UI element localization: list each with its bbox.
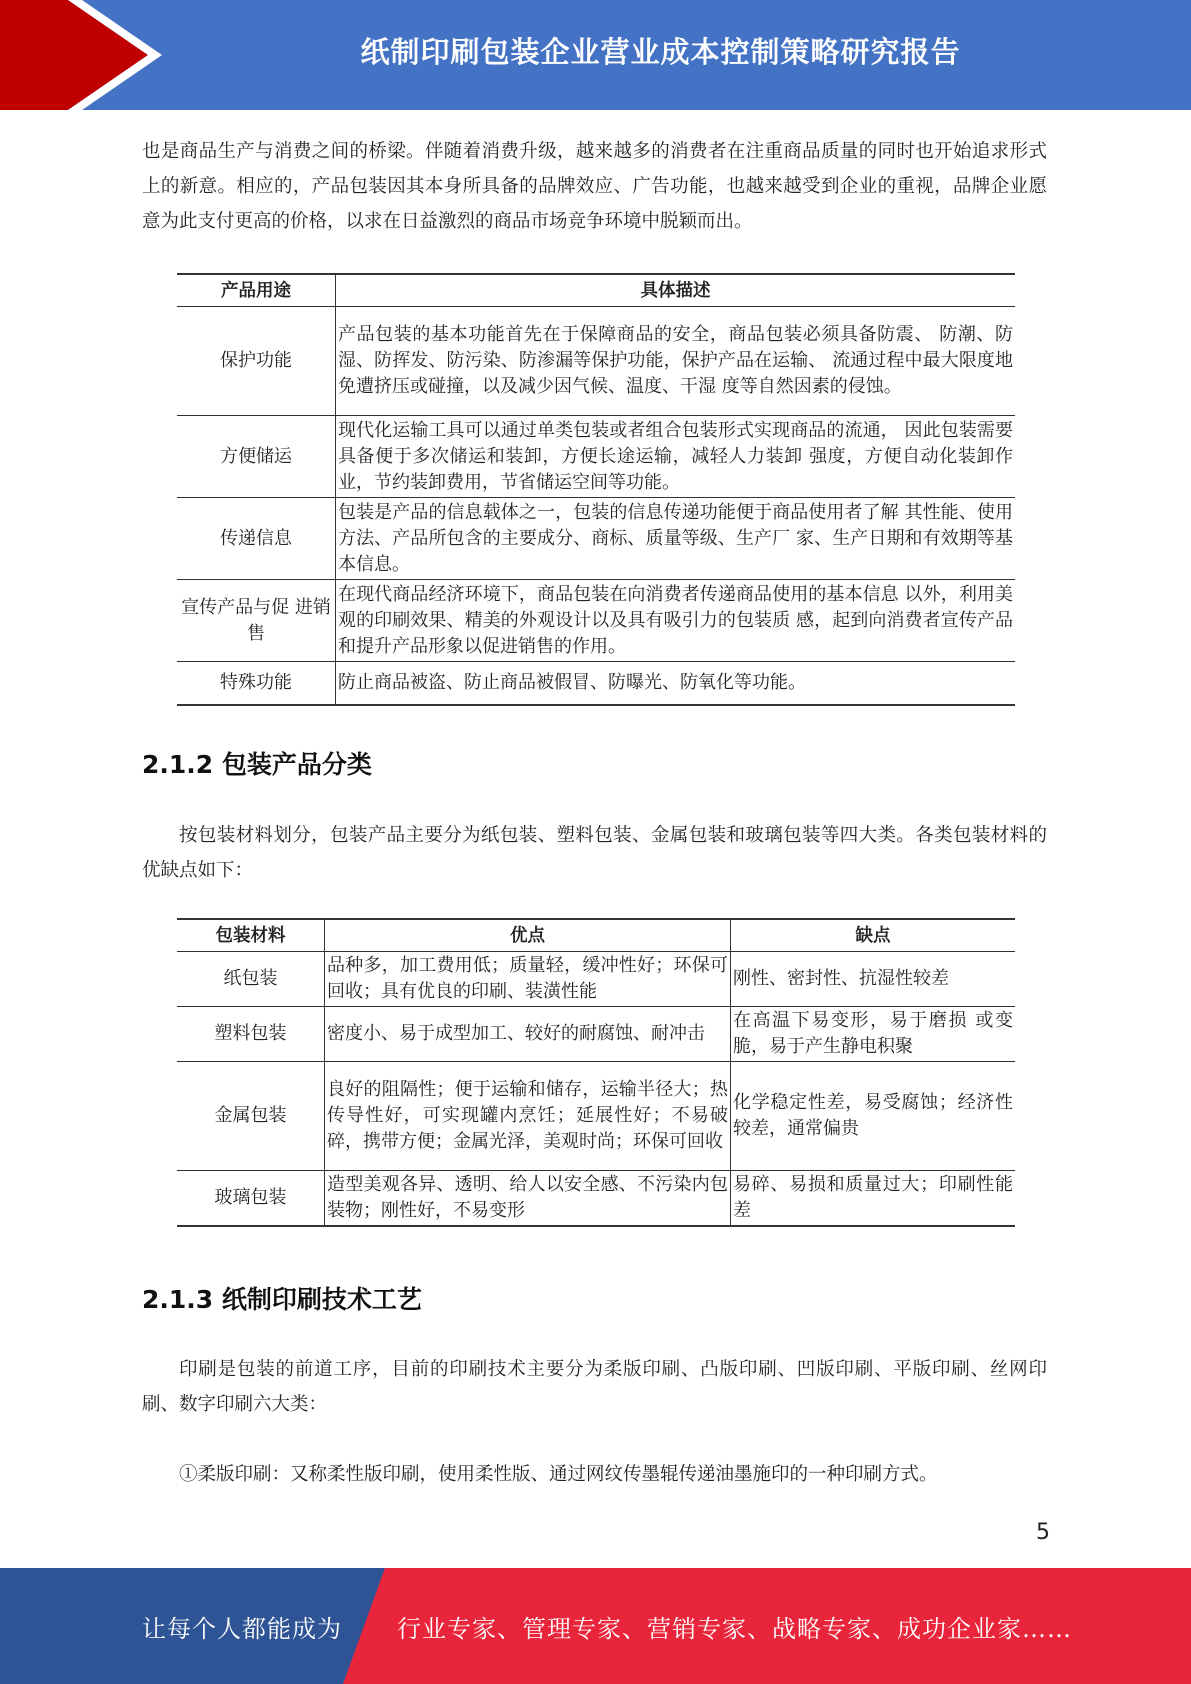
table-row — [177, 416, 1015, 498]
table-row — [177, 498, 1015, 580]
page-footer — [0, 1568, 1191, 1684]
material-cell: 塑料包装 — [177, 1007, 325, 1062]
page-header — [0, 0, 1191, 110]
report-title: 纸制印刷包装企业营业成本控制策略研究报告 — [360, 34, 961, 69]
material-cell: 玻璃包装 — [177, 1171, 325, 1227]
table-row — [177, 580, 1015, 662]
usage-cell: 保护功能 — [177, 307, 336, 416]
description-cell: 包装是产品的信息载体之一，包装的信息传递功能便于商品使用者了解 其性能、使用方法、产品所包含的主要成分、商标、质量等级、生产厂 家、生产日期和有效期等基本信息。 — [336, 498, 1016, 580]
usage-cell: 特殊功能 — [177, 662, 336, 706]
description-cell: 产品包装的基本功能首先在于保障商品的安全，商品包装必须具备防震、 防潮、防湿、防挥发、防污染、防渗漏等保护功能，保护产品在运输、 流通过程中最大限度地免遭挤压或碰撞，以及减少因气候、温度、干湿 度等自然因素的侵蚀。 — [336, 307, 1016, 416]
pros-cell: 良好的阻隔性；便于运输和储存，运输半径大；热传导性好，可实现罐内烹饪；延展性好；不易破碎，携带方便；金属光泽，美观时尚；环保可回收 — [325, 1062, 731, 1171]
description-cell: 在现代商品经济环境下，商品包装在向消费者传递商品使用的基本信息 以外，利用美观的印刷效果、精美的外观设计以及具有吸引力的包装质 感，起到向消费者宣传产品和提升产品形象以促进销售的作用。 — [336, 580, 1016, 662]
table-row — [177, 662, 1015, 706]
footer-slogan-left: 让每个人都能成为 — [142, 1614, 342, 1643]
intro-paragraph: 也是商品生产与消费之间的桥梁。伴随着消费升级，越来越多的消费者在注重商品质量的同时也开始追求形式上的新意。相应的，产品包装因其本身所具备的品牌效应、广告功能，也越来越受到企业的重视，品牌企业愿意为此支付更高的价格，以求在日益激烈的商品市场竞争环境中脱颖而出。 — [142, 141, 1047, 232]
footer-slogan-right: 行业专家、管理专家、营销专家、战略专家、成功企业家…… — [397, 1614, 1072, 1643]
table-header-row — [177, 274, 1015, 307]
section-heading-213: 2.1.3 纸制印刷技术工艺 — [142, 1285, 422, 1314]
table-row — [177, 1062, 1015, 1171]
col-header-desc: 具体描述 — [336, 274, 1016, 307]
col-header-cons: 缺点 — [731, 919, 1016, 952]
cons-cell: 在高温下易变形，易于磨损 或变脆，易于产生静电积聚 — [731, 1007, 1016, 1062]
section-heading-212: 2.1.2 包装产品分类 — [142, 750, 372, 779]
materials-table — [177, 918, 1015, 1227]
table-row — [177, 307, 1015, 416]
description-cell: 防止商品被盗、防止商品被假冒、防曝光、防氧化等功能。 — [336, 662, 1016, 706]
table-row — [177, 1171, 1015, 1227]
col-header-material: 包装材料 — [177, 919, 325, 952]
pros-cell: 造型美观各异、透明、给人以安全感、不污染内包装物；刚性好，不易变形 — [325, 1171, 731, 1227]
cons-cell: 刚性、密封性、抗湿性较差 — [731, 952, 1016, 1007]
material-cell: 金属包装 — [177, 1062, 325, 1171]
table-header-row — [177, 919, 1015, 952]
pros-cell: 品种多，加工费用低；质量轻，缓冲性好；环保可回收；具有优良的印刷、装潢性能 — [325, 952, 731, 1007]
table-row — [177, 952, 1015, 1007]
usage-table — [177, 273, 1015, 706]
page-number: 5 — [1036, 1520, 1050, 1545]
section-212-paragraph: 按包装材料划分，包装产品主要分为纸包装、塑料包装、金属包装和玻璃包装等四大类。各类包装材料的优缺点如下： — [142, 825, 1047, 881]
material-cell: 纸包装 — [177, 952, 325, 1007]
usage-cell: 宣传产品与促 进销售 — [177, 580, 336, 662]
usage-cell: 传递信息 — [177, 498, 336, 580]
section-213-paragraph: 印刷是包装的前道工序，目前的印刷技术主要分为柔版印刷、凸版印刷、凹版印刷、平版印刷、丝网印刷、数字印刷六大类： — [142, 1359, 1047, 1415]
pros-cell: 密度小、易于成型加工、较好的耐腐蚀、耐冲击 — [325, 1007, 731, 1062]
printing-item-1: ①柔版印刷：又称柔性版印刷，使用柔性版、通过网纹传墨辊传递油墨施印的一种印刷方式。 — [179, 1464, 938, 1485]
description-cell: 现代化运输工具可以通过单类包装或者组合包装形式实现商品的流通， 因此包装需要具备便于多次储运和装卸，方便长途运输，减轻人力装卸 强度，方便自动化装卸作业，节约装卸费用，节省储运空间等功能。 — [336, 416, 1016, 498]
usage-cell: 方便储运 — [177, 416, 336, 498]
col-header-use: 产品用途 — [177, 274, 336, 307]
cons-cell: 易碎、易损和质量过大；印刷性能差 — [731, 1171, 1016, 1227]
col-header-pros: 优点 — [325, 919, 731, 952]
table-row — [177, 1007, 1015, 1062]
cons-cell: 化学稳定性差，易受腐蚀；经济性较差，通常偏贵 — [731, 1062, 1016, 1171]
